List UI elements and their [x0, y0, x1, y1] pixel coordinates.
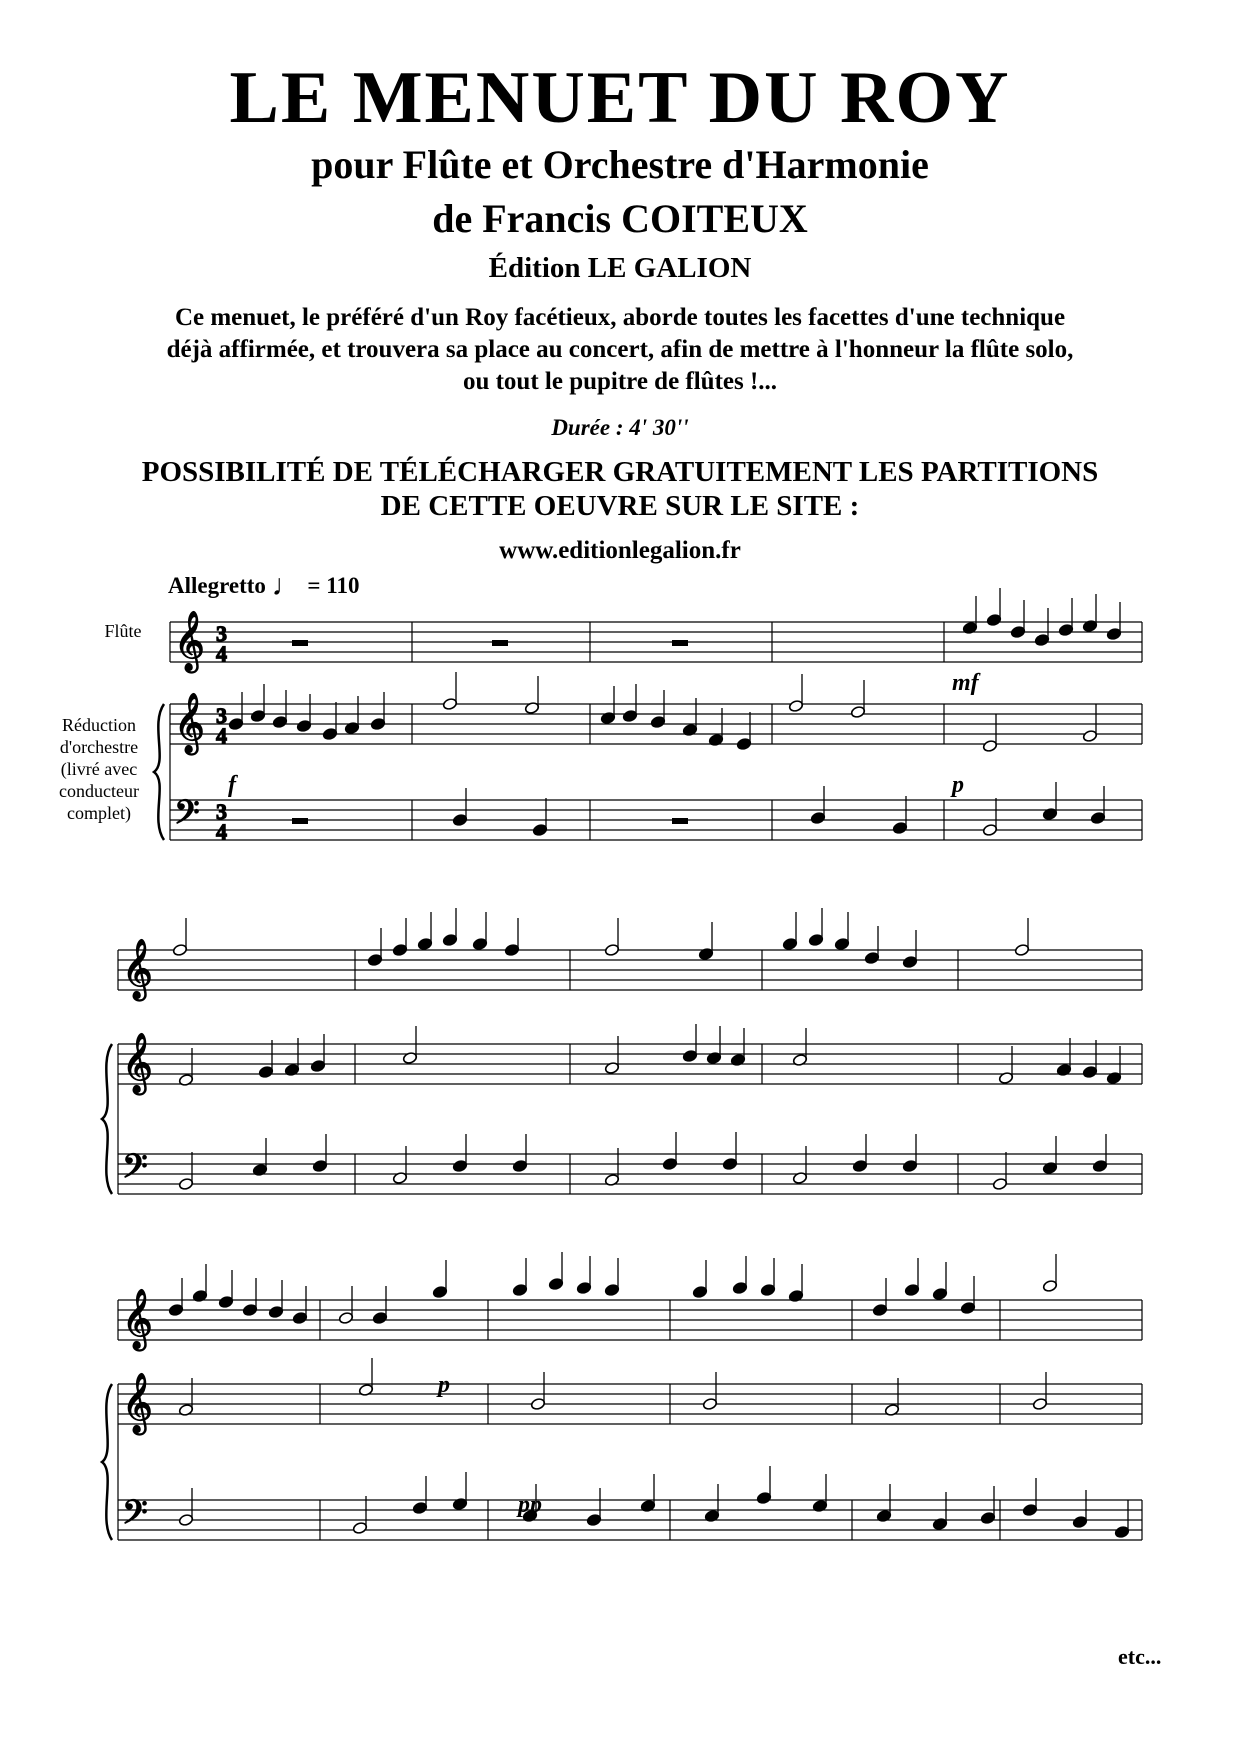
notice-line: POSSIBILITÉ DE TÉLÉCHARGER GRATUITEMENT LES PARTITIONS [141, 456, 1099, 488]
bass-clef-icon: 𝄢 [122, 1148, 148, 1194]
tempo-value: = 110 [307, 573, 360, 598]
dynamic-marking: p [952, 772, 964, 798]
reduction-label: Réduction d'orchestre (livré avec conducteur complet) [59, 715, 139, 823]
time-signature-denominator: 4 [216, 641, 227, 666]
dynamic-marking: pp [518, 1492, 542, 1518]
treble-clef-icon: 𝄞 [122, 1373, 153, 1433]
whole-rest [672, 640, 688, 646]
whole-rest [292, 818, 308, 824]
time-signature-numerator: 3 [216, 703, 227, 728]
brace [102, 1384, 112, 1540]
website-link[interactable]: www.editionlegalion.fr [499, 537, 741, 564]
quarter-note-icon: ♩ [271, 569, 302, 602]
description-line: Ce menuet, le préféré d'un Roy facétieux, aborde toutes les facettes d'une technique [174, 304, 1066, 331]
dynamic-marking: mf [952, 670, 979, 696]
description-line: déjà affirmée, et trouvera sa place au concert, afin de mettre à l'honneur la flûte solo, [166, 336, 1074, 363]
description-line: ou tout le pupitre de flûtes !... [462, 368, 778, 395]
edition: Édition LE GALION [488, 252, 752, 284]
page-title: LE MENUET DU ROY [229, 57, 1011, 139]
time-signature-denominator: 4 [216, 723, 227, 748]
whole-rest [292, 640, 308, 646]
brace [154, 704, 164, 840]
etc-text: etc... [1118, 1644, 1162, 1669]
flute-label: Flûte [104, 621, 142, 641]
bass-clef-icon: 𝄢 [122, 1494, 148, 1540]
treble-clef-icon: 𝄞 [122, 939, 153, 999]
treble-clef-icon: 𝄞 [122, 1289, 153, 1349]
subtitle: pour Flûte et Orchestre d'Harmonie [311, 142, 929, 187]
treble-clef-icon: 𝄞 [174, 693, 205, 753]
dynamic-marking: f [228, 772, 236, 798]
time-signature-denominator: 4 [216, 819, 227, 844]
composer: de Francis COITEUX [432, 196, 808, 241]
duration: Durée : 4' 30'' [551, 415, 689, 440]
time-signature-numerator: 3 [216, 799, 227, 824]
bass-clef-icon: 𝄢 [174, 794, 200, 840]
dynamic-marking: p [438, 1372, 450, 1398]
whole-rest [672, 818, 688, 824]
notice-line: DE CETTE OEUVRE SUR LE SITE : [380, 490, 860, 522]
treble-clef-icon: 𝄞 [122, 1033, 153, 1093]
treble-clef-icon: 𝄞 [174, 611, 205, 671]
brace [102, 1044, 112, 1194]
tempo-text: Allegretto [168, 573, 266, 598]
time-signature-numerator: 3 [216, 621, 227, 646]
whole-rest [492, 640, 508, 646]
